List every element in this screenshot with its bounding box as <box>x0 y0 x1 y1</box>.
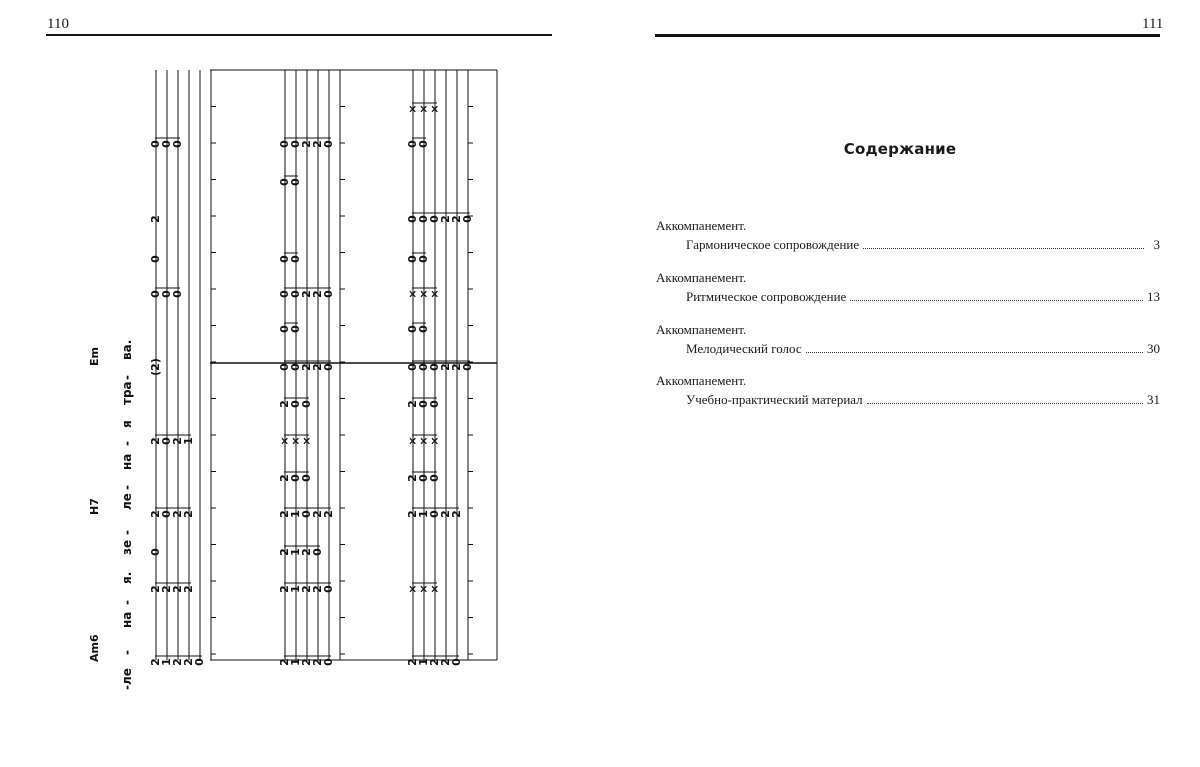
tab-fret-number: × <box>289 436 302 446</box>
tab-fret-number: 2 <box>149 510 162 518</box>
tab-fret-number: 2 <box>300 140 313 148</box>
tab-fret-number: 1 <box>417 510 430 518</box>
tab-fret-number: 0 <box>278 178 291 186</box>
tab-fret-number: × <box>406 289 419 299</box>
lyric-syllable: на <box>120 611 134 628</box>
tab-fret-number: 2 <box>450 510 463 518</box>
lyric-syllable: - <box>120 441 134 446</box>
tab-fret-number: 2 <box>311 363 324 371</box>
tab-fret-number: 0 <box>171 140 184 148</box>
tab-fret-number: 0 <box>149 140 162 148</box>
lyric-syllable: на <box>120 453 134 470</box>
tab-fret-number: 2 <box>439 363 452 371</box>
toc-entry[interactable] <box>656 270 1160 306</box>
toc-entry-page[interactable]: 3 <box>1153 237 1160 252</box>
tab-fret-number: 0 <box>278 325 291 333</box>
tab-fret-number: 2 <box>439 658 452 666</box>
toc-entry-page[interactable]: 31 <box>1147 392 1160 407</box>
tab-fret-number: 2 <box>149 215 162 223</box>
tab-fret-number: 0 <box>300 474 313 482</box>
tab-fret-number: 2 <box>450 215 463 223</box>
toc-leader-dots <box>867 403 1143 404</box>
tab-fret-number: 2 <box>322 510 335 518</box>
toc-entry[interactable] <box>656 218 1160 254</box>
tab-fret-number: × <box>406 104 419 114</box>
lyric-syllable: ва. <box>120 339 134 360</box>
tab-fret-number: 2 <box>311 585 324 593</box>
tab-fret-number: 0 <box>322 585 335 593</box>
page-number-right: 111 <box>1142 16 1164 32</box>
tab-fret-number: 0 <box>193 658 206 666</box>
tab-fret-number: × <box>428 584 441 594</box>
tab-fret-number: 0 <box>322 140 335 148</box>
toc-entry-title[interactable]: Ритмическое сопровождение <box>686 289 847 304</box>
tab-fret-number: 0 <box>289 140 302 148</box>
tab-fret-number: 0 <box>289 178 302 186</box>
tab-fret-number: 2 <box>406 474 419 482</box>
tab-fret-number: 2 <box>406 400 419 408</box>
tab-fret-number: 0 <box>289 255 302 263</box>
tab-fret-number: 0 <box>417 363 430 371</box>
tab-fret-number: 2 <box>171 585 184 593</box>
tab-fret-number: × <box>406 584 419 594</box>
tab-fret-number: 0 <box>278 255 291 263</box>
tab-fret-number: × <box>406 436 419 446</box>
tab-fret-number: 0 <box>322 363 335 371</box>
tab-fret-number: 0 <box>160 510 173 518</box>
tab-fret-marks <box>149 103 474 666</box>
tab-fret-number: 0 <box>428 363 441 371</box>
tab-fret-number: 2 <box>311 290 324 298</box>
header-rule-right <box>655 34 1160 37</box>
tab-fret-number: 0 <box>428 215 441 223</box>
tab-fret-number: 2 <box>300 658 313 666</box>
tab-fret-number: 2 <box>278 474 291 482</box>
tab-fret-number: 0 <box>322 658 335 666</box>
toc-entry-category: Аккомпанемент. <box>656 373 747 388</box>
tab-fret-number: 0 <box>417 215 430 223</box>
tab-fret-number: × <box>428 104 441 114</box>
tab-fret-number: 0 <box>311 548 324 556</box>
tab-fret-number: 0 <box>300 510 313 518</box>
tab-fret-number: 0 <box>450 658 463 666</box>
tab-fret-number: 0 <box>160 290 173 298</box>
tab-fret-number: 1 <box>289 585 302 593</box>
tab-fret-number: 0 <box>406 363 419 371</box>
tab-fret-number: × <box>428 436 441 446</box>
toc-entry-category: Аккомпанемент. <box>656 322 747 337</box>
tab-fret-number: 0 <box>406 140 419 148</box>
tab-fret-number: 2 <box>182 658 195 666</box>
tab-fret-number: 0 <box>289 400 302 408</box>
tab-fret-number: 2 <box>278 585 291 593</box>
tab-fret-number: × <box>417 584 430 594</box>
tab-fret-number: 2 <box>171 658 184 666</box>
toc-entry-category: Аккомпанемент. <box>656 218 747 233</box>
tab-fret-number: 2 <box>300 363 313 371</box>
tab-fret-number: 1 <box>289 548 302 556</box>
tab-fret-number: 0 <box>289 325 302 333</box>
tab-fret-number: 2 <box>439 510 452 518</box>
tab-fret-number: 1 <box>289 658 302 666</box>
tab-fret-number: 2 <box>311 140 324 148</box>
tab-fret-number: 0 <box>322 290 335 298</box>
tab-fret-number: 0 <box>428 400 441 408</box>
tab-fret-number: 2 <box>450 363 463 371</box>
tab-fret-number: × <box>417 436 430 446</box>
chord-symbol: H7 <box>88 498 101 515</box>
tab-fret-number: × <box>417 289 430 299</box>
tab-fret-number: 0 <box>149 290 162 298</box>
tab-fret-number: 2 <box>171 437 184 445</box>
tab-fret-number: 0 <box>278 290 291 298</box>
lyric-syllable: -ле <box>120 668 134 690</box>
chord-symbol: Am6 <box>88 634 101 662</box>
tab-fret-number: 2 <box>182 585 195 593</box>
tab-fret-number: 0 <box>417 255 430 263</box>
toc-entry-title[interactable]: Гармоническое сопровождение <box>686 237 860 252</box>
tab-fret-number: 2 <box>311 658 324 666</box>
tab-fret-number: 2 <box>278 400 291 408</box>
tab-fret-number: 2 <box>406 658 419 666</box>
tab-fret-number: 2 <box>278 510 291 518</box>
toc-entry[interactable] <box>656 322 1160 358</box>
tab-fret-number: 0 <box>417 325 430 333</box>
tab-fret-number: 0 <box>171 290 184 298</box>
toc-leader-dots <box>806 352 1143 353</box>
tab-fret-number: 0 <box>300 400 313 408</box>
tab-fret-number: 0 <box>289 474 302 482</box>
tab-fret-number: 0 <box>149 548 162 556</box>
tab-fret-number: 1 <box>160 658 173 666</box>
toc-entry-title[interactable]: Мелодический голос <box>686 341 802 356</box>
toc-entry-title[interactable]: Учебно-практический материал <box>686 392 863 407</box>
tab-fret-number: (2) <box>149 358 162 376</box>
tab-fret-number: 2 <box>278 548 291 556</box>
tab-fret-number: 1 <box>182 437 195 445</box>
tab-fret-number: 0 <box>417 474 430 482</box>
tab-fret-number: 2 <box>311 510 324 518</box>
lyric-syllable: - <box>120 530 134 535</box>
tab-fret-number: 2 <box>160 585 173 593</box>
toc-entry-category: Аккомпанемент. <box>656 270 747 285</box>
tab-fret-number: 2 <box>182 510 195 518</box>
tab-fret-number: 2 <box>300 290 313 298</box>
tab-fret-number: 2 <box>171 510 184 518</box>
lyric-syllable: тра <box>120 381 134 405</box>
tab-fret-number: 0 <box>406 325 419 333</box>
lyric-syllable: я. <box>120 571 134 584</box>
tab-fret-number: 2 <box>300 585 313 593</box>
tab-fret-number: 0 <box>461 215 474 223</box>
tab-fret-number: 2 <box>439 215 452 223</box>
tab-fret-number: 0 <box>289 290 302 298</box>
toc-leader-dots <box>863 248 1144 249</box>
lyric-syllable: зе <box>120 539 134 555</box>
toc-entry[interactable] <box>656 373 1160 409</box>
tab-fret-number: 0 <box>417 140 430 148</box>
tab-fret-number: 1 <box>417 658 430 666</box>
tab-fret-number: 2 <box>300 548 313 556</box>
tab-fret-number: 0 <box>461 363 474 371</box>
toc-leader-dots <box>850 300 1143 301</box>
tab-fret-number: 2 <box>149 658 162 666</box>
page-number-left: 110 <box>47 16 69 32</box>
tab-fret-number: 2 <box>149 437 162 445</box>
tab-fret-number: 0 <box>406 255 419 263</box>
lyric-syllable: - <box>120 600 134 605</box>
tab-fret-number: × <box>428 289 441 299</box>
right-page <box>600 0 1200 767</box>
lyric-syllable: - <box>120 650 134 655</box>
tab-fret-number: × <box>278 436 291 446</box>
lyric-syllable: - <box>120 485 134 490</box>
tab-fret-number: 0 <box>428 510 441 518</box>
lyric-syllable: я <box>120 420 134 428</box>
chord-symbol: Em <box>88 347 101 366</box>
tab-fret-number: 2 <box>149 585 162 593</box>
tab-fret-number: 1 <box>289 510 302 518</box>
tab-fret-number: × <box>300 436 313 446</box>
tab-fret-number: 2 <box>406 510 419 518</box>
toc-entry-page[interactable]: 30 <box>1147 341 1160 356</box>
tab-fret-number: 0 <box>289 363 302 371</box>
tab-fret-number: 2 <box>278 658 291 666</box>
tab-fret-number: 0 <box>278 363 291 371</box>
tab-fret-number: 0 <box>428 474 441 482</box>
toc-entry-page[interactable]: 13 <box>1147 289 1160 304</box>
tab-fret-number: 0 <box>406 215 419 223</box>
lyric-syllable: - <box>120 375 134 380</box>
tab-fret-number: 0 <box>160 437 173 445</box>
tab-fret-number: 0 <box>149 255 162 263</box>
tab-fret-number: 2 <box>428 658 441 666</box>
lyric-syllable: ле <box>120 493 134 510</box>
tab-fret-number: 0 <box>160 140 173 148</box>
tab-fret-number: × <box>417 104 430 114</box>
tab-labels <box>88 340 134 690</box>
tab-fret-number: 0 <box>417 400 430 408</box>
tab-fret-number: 0 <box>278 140 291 148</box>
toc-title: Содержание <box>843 140 957 158</box>
